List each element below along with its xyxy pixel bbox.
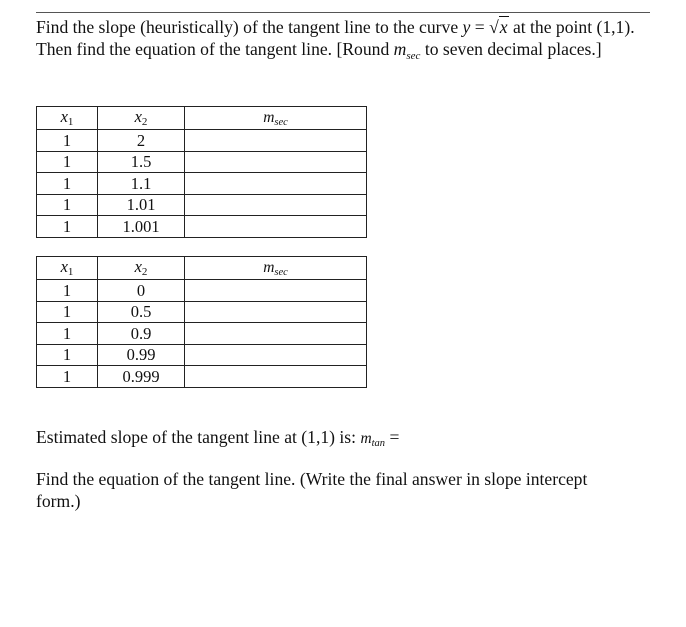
cell-x2: 0	[98, 280, 185, 302]
table-row	[37, 366, 367, 388]
table-row	[37, 194, 367, 216]
cell-msec[interactable]	[185, 366, 367, 388]
equation-y: y	[462, 17, 471, 37]
find-equation-prompt: Find the equation of the tangent line. (Write the final answer in slope intercept form.)	[36, 469, 588, 511]
table-row	[37, 280, 367, 302]
cell-msec[interactable]	[185, 344, 367, 366]
cell-x1: 1	[37, 151, 98, 173]
cell-x2: 0.5	[98, 301, 185, 323]
problem-middle: at the point (1,1). Then find the equation of the tangent line. [Round	[36, 17, 635, 59]
cell-msec[interactable]	[185, 194, 367, 216]
cell-x2: 1.1	[98, 173, 185, 195]
table-header-row	[37, 257, 367, 280]
cell-x2: 0.999	[98, 366, 185, 388]
estimate-equals: =	[385, 427, 400, 447]
cell-x2: 0.99	[98, 344, 185, 366]
m-sec-symbol: m	[393, 39, 407, 59]
estimate-text: Estimated slope of the tangent line at (1,1) is:	[36, 427, 361, 447]
top-rule	[36, 12, 650, 13]
cell-msec[interactable]	[185, 173, 367, 195]
cell-x1: 1	[37, 344, 98, 366]
cell-msec[interactable]	[185, 151, 367, 173]
cell-x2: 0.9	[98, 323, 185, 345]
problem-statement	[36, 16, 636, 63]
table-row	[37, 344, 367, 366]
secant-table-right	[36, 106, 367, 238]
sqrt-radicand: x	[499, 17, 508, 37]
cell-msec[interactable]	[185, 216, 367, 238]
m-tan-symbol: mtan	[360, 430, 386, 449]
sqrt-symbol: √x	[489, 17, 508, 37]
table-row	[37, 216, 367, 238]
cell-x1: 1	[37, 216, 98, 238]
cell-x1: 1	[37, 301, 98, 323]
table-header-row	[37, 107, 367, 130]
cell-x1: 1	[37, 130, 98, 152]
cell-x1: 1	[37, 280, 98, 302]
cell-x1: 1	[37, 173, 98, 195]
table-row	[37, 130, 367, 152]
table-row	[37, 173, 367, 195]
table-row	[37, 323, 367, 345]
header-msec: msec	[185, 107, 367, 130]
cell-msec[interactable]	[185, 301, 367, 323]
cell-msec[interactable]	[185, 323, 367, 345]
header-x1: x1	[37, 107, 98, 130]
cell-msec[interactable]	[185, 280, 367, 302]
cell-x2: 2	[98, 130, 185, 152]
cell-x1: 1	[37, 323, 98, 345]
problem-lead: Find the slope (heuristically) of the tangent line to the curve	[36, 17, 463, 37]
header-x1: x1	[37, 257, 98, 280]
problem-tail: to seven decimal places.]	[420, 39, 602, 59]
cell-x2: 1.01	[98, 194, 185, 216]
table-row	[37, 151, 367, 173]
m-sec-subscript: sec	[406, 50, 421, 62]
header-x2: x2	[98, 257, 185, 280]
estimated-slope-line	[36, 427, 399, 448]
table-row	[37, 301, 367, 323]
cell-x2: 1.5	[98, 151, 185, 173]
cell-x2: 1.001	[98, 216, 185, 238]
secant-table-left	[36, 256, 367, 388]
cell-x1: 1	[37, 194, 98, 216]
header-x2: x2	[98, 107, 185, 130]
cell-x1: 1	[37, 366, 98, 388]
equation-equals: =	[470, 17, 490, 37]
header-msec: msec	[185, 257, 367, 280]
cell-msec[interactable]	[185, 130, 367, 152]
